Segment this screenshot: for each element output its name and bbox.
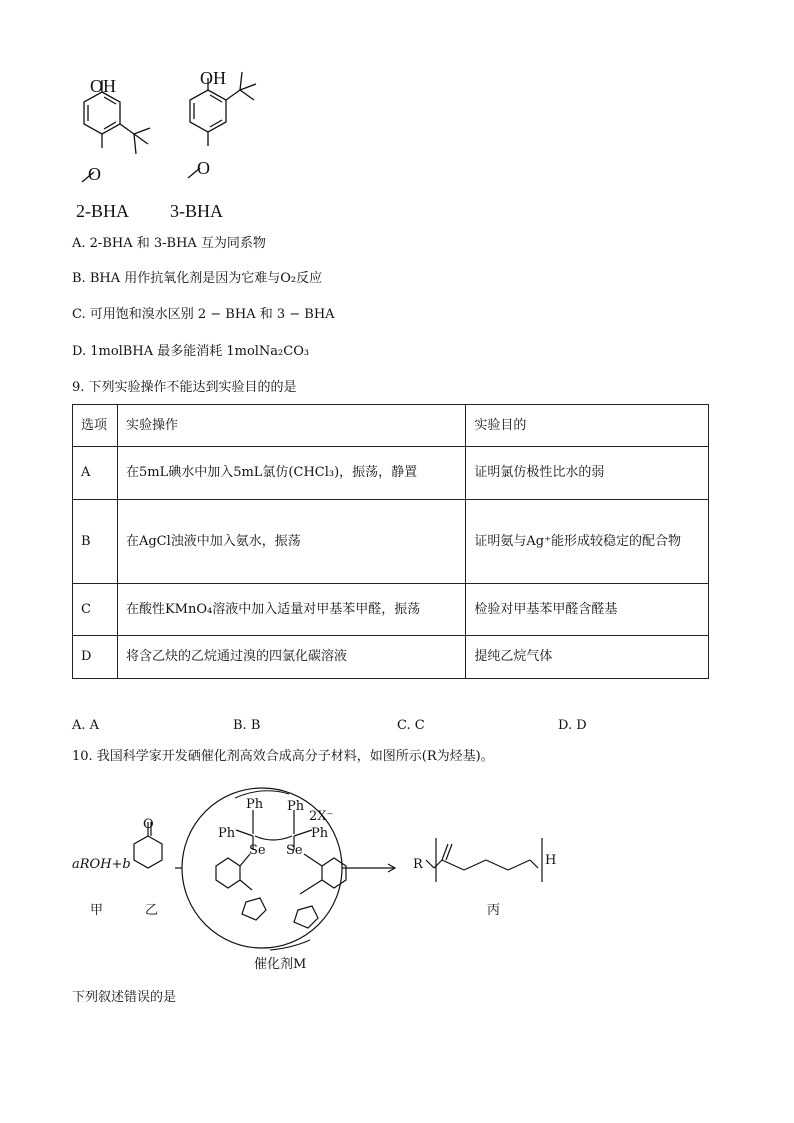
row-operation: 在酸性KMnO₄溶液中加入适量对甲基苯甲醛，振荡 [117, 584, 465, 636]
lactone-ring [134, 836, 162, 868]
row-purpose: 证明氨与Ag⁺能形成较稳定的配合物 [466, 500, 709, 584]
bha3-oh-label: OH [200, 68, 226, 88]
row-purpose: 检验对甲基苯甲醛含醛基 [466, 584, 709, 636]
q10-ph-3: Ph [218, 826, 236, 841]
row-option: B [73, 500, 118, 584]
q10-reactants: aROH+b [72, 857, 131, 872]
q8-option-c: C. 可用饱和溴水区别 2 − BHA 和 3 − BHA [72, 307, 335, 322]
header-option: 选项 [73, 405, 118, 447]
q10-ph-2: Ph [287, 799, 305, 814]
q9-stem: 9. 下列实验操作不能达到实验目的的是 [72, 380, 297, 395]
bha2-oh-label: OH [90, 76, 116, 96]
row-option: A [73, 447, 118, 500]
q10-label-yi: 乙 [145, 903, 159, 918]
row-purpose: 提纯乙烷气体 [466, 636, 709, 679]
q10-label-bing: 丙 [487, 903, 501, 918]
row-operation: 将含乙炔的乙烷通过溴的四氯化碳溶液 [117, 636, 465, 679]
q8-option-a: A. 2-BHA 和 3-BHA 互为同系物 [72, 236, 266, 251]
row-option: D [73, 636, 118, 679]
bha2-ome-label: O [88, 164, 101, 184]
q8-option-d: D. 1molBHA 最多能消耗 1molNa₂CO₃ [72, 344, 310, 359]
pyrrolidine-right [294, 906, 318, 928]
table-header-row [73, 405, 709, 447]
q10-ph-4: Ph [311, 826, 329, 841]
row-operation: 在5mL碘水中加入5mL氯仿(CHCl₃)，振荡，静置 [117, 447, 465, 500]
q9-choice-b: B. B [233, 718, 261, 733]
bha3-ome-label: O [197, 158, 210, 178]
q9-choice-c: C. C [397, 718, 425, 733]
cycle-arrow-bottom [270, 940, 310, 950]
benzene-left [216, 858, 240, 888]
q10-charge: 2X⁻ [309, 809, 334, 824]
q9-choice-a: A. A [72, 718, 100, 733]
q10-stem: 10. 我国科学家开发硒催化剂高效合成高分子材料，如图所示(R为烃基)。 [72, 749, 494, 764]
table-row [73, 500, 709, 584]
q9-choice-d: D. D [558, 718, 587, 733]
bha2-name: 2-BHA [76, 201, 129, 221]
header-operation: 实验操作 [117, 405, 465, 447]
q10-r: R [413, 857, 423, 872]
q9-table [72, 404, 709, 679]
q10-se-1: Se [249, 843, 266, 858]
q8-option-b: B. BHA 用作抗氧化剂是因为它难与O₂反应 [72, 271, 323, 286]
q10-catalyst-label: 催化剂M [254, 957, 307, 972]
row-operation: 在AgCl浊液中加入氨水，振荡 [117, 500, 465, 584]
q10-label-jia: 甲 [90, 903, 104, 918]
q10-h: H [545, 853, 557, 868]
q10-se-2: Se [286, 843, 303, 858]
bha3-name: 3-BHA [170, 201, 223, 221]
table-row [73, 584, 709, 636]
pyrrolidine-left [242, 898, 266, 920]
q10-ph-1: Ph [246, 797, 264, 812]
q10-carbonyl-o: O [143, 817, 154, 832]
q10-tail: 下列叙述错误的是 [72, 990, 177, 1005]
table-row [73, 636, 709, 679]
header-purpose: 实验目的 [466, 405, 709, 447]
row-purpose: 证明氯仿极性比水的弱 [466, 447, 709, 500]
row-option: C [73, 584, 118, 636]
table-row [73, 447, 709, 500]
